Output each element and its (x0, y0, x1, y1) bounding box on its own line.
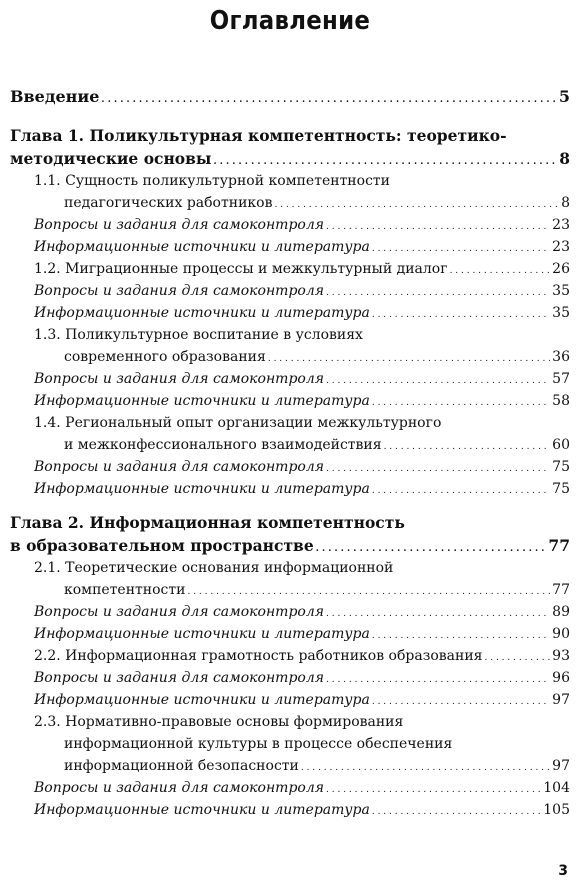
section-title-line: 1.1. Сущность поликультурной компетентности (34, 173, 390, 189)
toc-entry-label: методические основы (10, 149, 212, 168)
toc-section[interactable] (10, 711, 570, 777)
section-title-line: 1.3. Поликультурное воспитание в условиях (34, 327, 363, 343)
toc-page-number: 77 (548, 536, 570, 555)
toc-entry-label: 1.2. Миграционные процессы и межкультурный диалог (34, 261, 448, 277)
toc-subentry[interactable] (10, 799, 570, 821)
toc-subentry[interactable] (10, 236, 570, 258)
toc-entry-label: Вопросы и задания для самоконтроля (34, 283, 325, 299)
toc-entry-label: в образовательном пространстве (10, 536, 314, 555)
toc-subentry[interactable] (10, 280, 570, 302)
toc-page-number: 75 (552, 459, 570, 475)
section-title-entry[interactable] (34, 755, 570, 777)
toc-entry-label: Вопросы и задания для самоконтроля (34, 217, 325, 233)
section-title-line: 1.4. Региональный опыт организации межкультурного (34, 415, 442, 431)
toc-page-number: 23 (552, 239, 570, 255)
toc-page-number: 58 (552, 393, 570, 409)
toc-page-number: 89 (552, 604, 570, 620)
toc-page-number: 105 (543, 802, 570, 818)
toc-entry-label: Вопросы и задания для самоконтроля (34, 780, 325, 796)
dot-leader (301, 755, 550, 779)
toc-entry-intro[interactable] (10, 84, 570, 110)
dot-leader (326, 280, 550, 304)
toc-subentry[interactable] (10, 390, 570, 412)
chapter-title-line[interactable]: Глава 1. Поликультурная компетентность: теоретико- (10, 126, 507, 145)
toc-section[interactable] (10, 258, 570, 280)
toc-page-number: 96 (552, 670, 570, 686)
toc-page-number: 93 (552, 648, 570, 664)
toc-page-number: 75 (552, 481, 570, 497)
toc-page-number: 35 (552, 305, 570, 321)
dot-leader (326, 368, 550, 392)
dot-leader (372, 478, 550, 502)
toc-entry-label: Вопросы и задания для самоконтроля (34, 371, 325, 387)
toc-section[interactable] (10, 170, 570, 214)
table-of-contents (10, 84, 570, 821)
dot-leader (187, 579, 550, 603)
dot-leader (372, 302, 550, 326)
section-title-entry[interactable] (34, 434, 570, 456)
dot-leader (372, 799, 541, 823)
toc-page-number: 8 (559, 149, 570, 168)
chapter-title-line[interactable]: Глава 2. Информационная компетентность (10, 513, 405, 532)
toc-entry-label: информационной безопасности (64, 758, 299, 774)
toc-page-number: 23 (552, 217, 570, 233)
toc-entry-label: и межконфессионального взаимодействия (64, 437, 382, 453)
toc-page-number: 35 (552, 283, 570, 299)
chapter-title-entry[interactable] (10, 147, 570, 170)
toc-entry-label: Информационные источники и литература (34, 239, 370, 255)
toc-entry-label: Информационные источники и литература (34, 481, 370, 497)
section-title-line: 2.3. Нормативно-правовые основы формирования (34, 714, 404, 730)
toc-entry-label: Введение (10, 87, 100, 106)
toc-subentry[interactable] (10, 214, 570, 236)
section-title-line: 2.1. Теоретические основания информационной (34, 560, 394, 576)
dot-leader (450, 258, 551, 282)
section-title-line: информационной культуры в процессе обеспечения (64, 736, 453, 752)
dot-leader (326, 601, 550, 625)
toc-entry-label: компетентности (64, 582, 186, 598)
page-title: Оглавление (209, 6, 371, 36)
toc-page-number: 90 (552, 626, 570, 642)
toc-subentry[interactable] (10, 368, 570, 390)
section-title-entry[interactable] (34, 192, 570, 214)
section-title-entry[interactable] (34, 645, 570, 667)
toc-page-number: 57 (552, 371, 570, 387)
toc-section[interactable] (10, 412, 570, 456)
toc-subentry[interactable] (10, 302, 570, 324)
dot-leader (326, 214, 550, 238)
toc-entry-label: Вопросы и задания для самоконтроля (34, 670, 325, 686)
toc-page-number: 77 (552, 582, 570, 598)
toc-subentry[interactable] (10, 601, 570, 623)
toc-subentry[interactable] (10, 456, 570, 478)
toc-page-number: 97 (552, 758, 570, 774)
dot-leader (372, 390, 550, 414)
toc-page-number: 26 (552, 261, 570, 277)
toc-entry-label: Информационные источники и литература (34, 305, 370, 321)
dot-leader (485, 645, 551, 669)
toc-entry-label: Вопросы и задания для самоконтроля (34, 459, 325, 475)
toc-chapter-1 (10, 124, 570, 170)
toc-subentry[interactable] (10, 689, 570, 711)
dot-leader (268, 346, 550, 370)
toc-page-number: 5 (558, 87, 570, 106)
page-number: 3 (558, 863, 568, 879)
toc-entry-label: Информационные источники и литература (34, 393, 370, 409)
toc-entry-label: педагогических работников (64, 195, 273, 211)
dot-leader (384, 434, 551, 458)
section-title-entry[interactable] (34, 346, 570, 368)
dot-leader (326, 777, 541, 801)
toc-subentry[interactable] (10, 667, 570, 689)
toc-section[interactable] (10, 324, 570, 368)
toc-entry-label: Информационные источники и литература (34, 626, 370, 642)
toc-page-number: 104 (543, 780, 570, 796)
toc-entry-label: Информационные источники и литература (34, 802, 370, 818)
dot-leader (326, 456, 550, 480)
toc-page-number: 60 (552, 437, 570, 453)
toc-subentry[interactable] (10, 777, 570, 799)
toc-page-number: 8 (561, 195, 570, 211)
toc-page-number: 97 (552, 692, 570, 708)
dot-leader (326, 667, 550, 691)
toc-entry-label: Вопросы и задания для самоконтроля (34, 604, 325, 620)
dot-leader (274, 192, 559, 216)
section-title-entry[interactable] (34, 258, 570, 280)
toc-page-number: 36 (552, 349, 570, 365)
toc-entry-label: 2.2. Информационная грамотность работников образования (34, 648, 483, 664)
toc-section[interactable] (10, 557, 570, 601)
dot-leader (372, 689, 550, 713)
toc-entry-label: современного образования (64, 349, 266, 365)
dot-leader (372, 236, 550, 260)
chapter-title-entry[interactable] (10, 534, 570, 557)
toc-subentry[interactable] (10, 478, 570, 500)
dot-leader (101, 84, 556, 113)
toc-section[interactable] (10, 645, 570, 667)
toc-chapter-2 (10, 511, 570, 557)
section-title-entry[interactable] (34, 579, 570, 601)
toc-subentry[interactable] (10, 623, 570, 645)
toc-entry-label: Информационные источники и литература (34, 692, 370, 708)
dot-leader (372, 623, 550, 647)
